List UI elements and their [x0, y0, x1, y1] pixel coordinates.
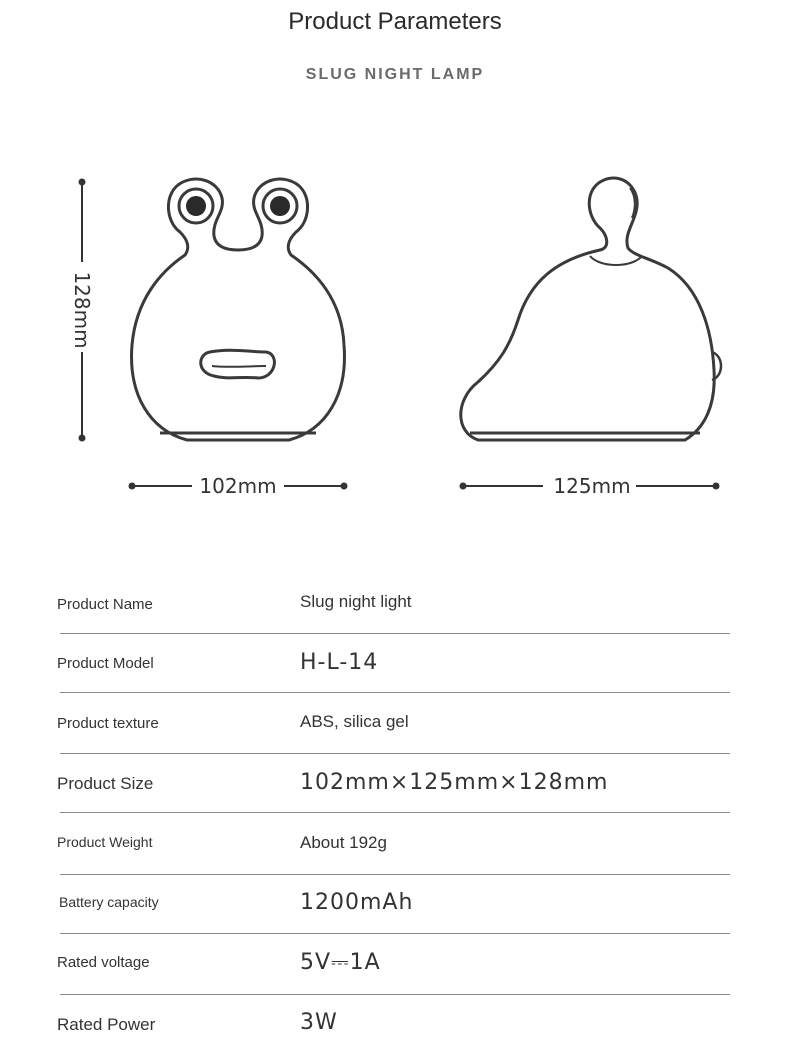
height-label: 128mm: [70, 271, 94, 349]
param-label-battery-capacity: Battery capacity: [59, 894, 159, 910]
param-label-rated-power: Rated Power: [57, 1015, 156, 1034]
param-value-product-texture: ABS, silica gel: [300, 712, 409, 731]
param-value-product-model: H-L-14: [300, 650, 379, 675]
page-title: Product Parameters: [288, 8, 502, 35]
row-divider: [60, 874, 730, 875]
row-divider: [60, 753, 730, 754]
param-label-rated-voltage: Rated voltage: [57, 954, 150, 971]
param-label-product-texture: Product texture: [57, 715, 159, 732]
row-divider: [60, 633, 730, 634]
param-label-product-weight: Product Weight: [57, 834, 153, 850]
param-value-product-size: 102mm×125mm×128mm: [300, 770, 609, 795]
row-divider: [60, 812, 730, 813]
page-subtitle: SLUG NIGHT LAMP: [305, 66, 485, 83]
row-divider: [60, 933, 730, 934]
param-label-product-name: Product Name: [57, 596, 153, 613]
param-value-rated-voltage: 5V⎓1A: [300, 950, 381, 975]
param-label-product-model: Product Model: [57, 655, 154, 672]
front-width-label: 102mm: [199, 474, 277, 498]
side-width-label: 125mm: [553, 474, 631, 498]
row-divider: [60, 692, 730, 693]
row-divider: [60, 994, 730, 995]
param-value-rated-power: 3W: [300, 1010, 338, 1035]
param-value-product-name: Slug night light: [300, 592, 412, 611]
param-value-product-weight: About 192g: [300, 833, 387, 852]
param-value-battery-capacity: 1200mAh: [300, 890, 414, 915]
param-label-product-size: Product Size: [57, 774, 154, 793]
